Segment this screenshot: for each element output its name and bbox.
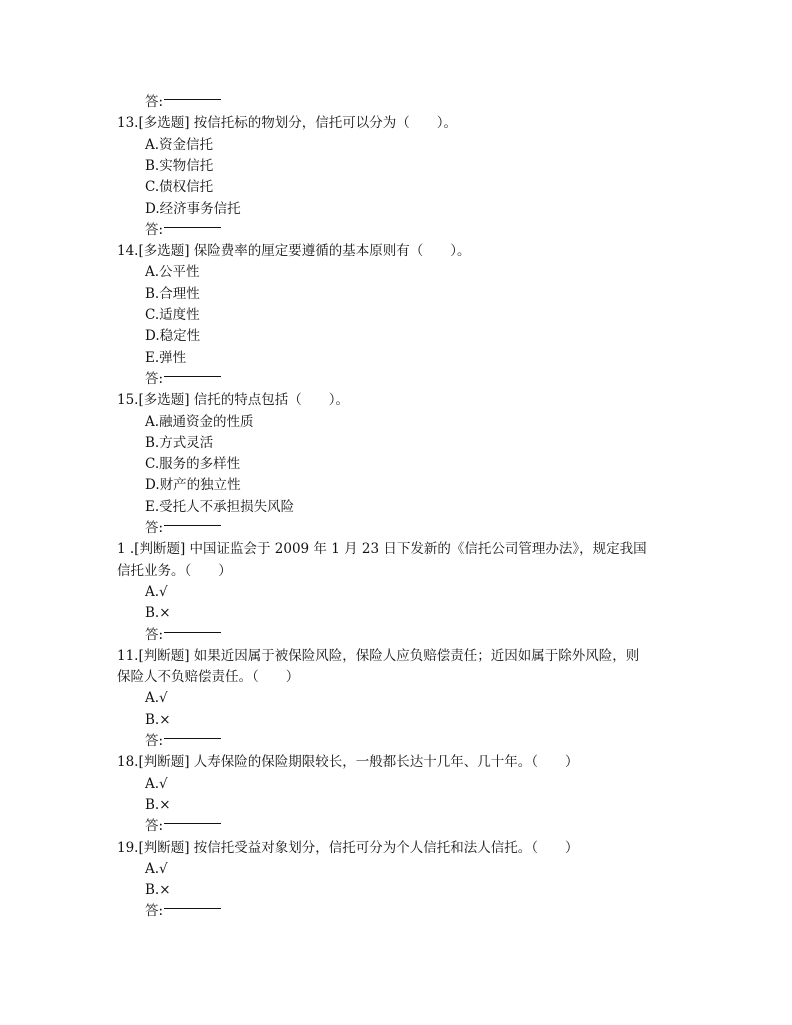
option-text: E.弹性 (145, 349, 187, 366)
answer-label: 答: (145, 903, 164, 920)
option-text: A.公平性 (145, 264, 200, 281)
option-text: B.实物信托 (145, 157, 214, 174)
answer-label: 答: (145, 818, 164, 835)
option-text: B.× (145, 882, 171, 899)
option-text: C.服务的多样性 (145, 456, 241, 473)
answer-line (145, 902, 221, 920)
option-text: B.× (145, 796, 171, 813)
question-text: 13.[多选题] 按信托标的物划分，信托可以分为（ ）。 (117, 115, 458, 132)
answer-line (145, 817, 221, 835)
option-text: A.资金信托 (145, 136, 214, 153)
answer-label: 答: (145, 94, 164, 110)
answer-label: 答: (145, 221, 164, 238)
option-text: A.√ (145, 690, 168, 707)
question-text: 信托业务。（ ） (117, 562, 232, 579)
answer-label: 答: (145, 733, 164, 749)
answer-blank (164, 823, 221, 824)
option-text: D.财产的独立性 (145, 477, 241, 494)
option-text: A.√ (145, 860, 168, 877)
answer-label: 答: (145, 370, 164, 387)
answer-line (145, 519, 221, 537)
option-text: A.√ (145, 775, 168, 792)
question-text: 18.[判断题] 人寿保险的保险期限较长，一般都长达十几年、几十年。（ ） (117, 754, 579, 771)
answer-label: 答: (145, 520, 164, 536)
option-text: C.适度性 (145, 307, 200, 323)
answer-blank (164, 99, 221, 100)
option-text: D.稳定性 (145, 328, 201, 345)
answer-line (145, 732, 221, 750)
option-text: B.合理性 (145, 285, 200, 302)
question-text: 14.[多选题] 保险费率的厘定要遵循的基本原则有（ ）。 (117, 243, 471, 260)
answer-blank (164, 908, 221, 909)
option-text: A.融通资金的性质 (145, 413, 254, 430)
answer-blank (164, 525, 221, 526)
answer-label: 答: (145, 626, 164, 643)
answer-line (145, 221, 221, 239)
question-text: 15.[多选题] 信托的特点包括（ ）。 (117, 392, 350, 409)
option-text: A.√ (145, 583, 168, 600)
option-text: D.经济事务信托 (145, 200, 241, 217)
answer-line (145, 93, 221, 111)
option-text: B.方式灵活 (145, 434, 214, 451)
option-text: B.× (145, 605, 171, 622)
option-text: E.受托人不承担损失风险 (145, 498, 295, 515)
question-text: 19.[判断题] 按信托受益对象划分，信托可分为个人信托和法人信托。（ ） (117, 839, 579, 856)
answer-line (145, 626, 221, 644)
answer-blank (164, 632, 221, 633)
answer-blank (164, 376, 221, 377)
option-text: C.债权信托 (145, 179, 214, 196)
answer-blank (164, 227, 221, 228)
question-text: 11.[判断题] 如果近因属于被保险风险，保险人应负赔偿责任；近因如属于除外风险，则 (117, 647, 640, 664)
answer-line (145, 370, 221, 388)
answer-blank (164, 738, 221, 739)
option-text: B.× (145, 711, 171, 728)
question-text: 保险人不负赔偿责任。（ ） (117, 669, 300, 686)
question-text: 1 .[判断题] 中国证监会于 2009 年 1 月 23 日下发新的《信托公司管理办法》，规定我国 (117, 541, 647, 558)
